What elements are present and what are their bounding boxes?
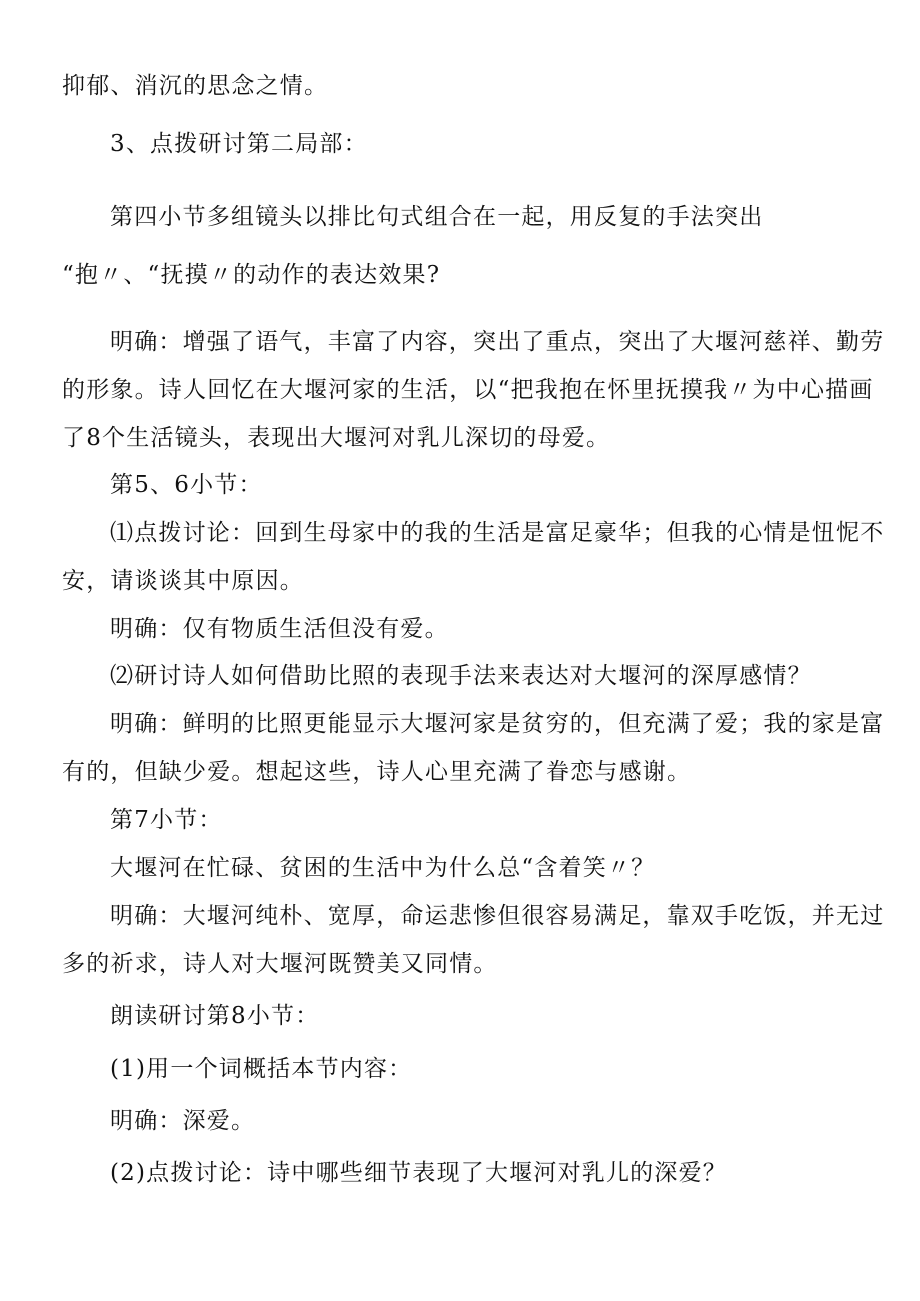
section-heading: 3、点拨研讨第二局部：: [110, 131, 368, 157]
subsection-heading: 第7小节：: [110, 807, 223, 833]
question-line: ⑵研讨诗人如何借助比照的表现手法来表达对大堰河的深厚感情？: [110, 663, 812, 689]
answer-line: 多的祈求，诗人对大堰河既赞美又同情。: [62, 951, 498, 977]
answer-line: 明确：鲜明的比照更能显示大堰河家是贫穷的，但充满了爱；我的家是富: [110, 711, 885, 737]
subsection-heading: 第5、6小节：: [110, 472, 263, 498]
question-line: (2)点拨讨论：诗中哪些细节表现了大堰河对乳儿的深爱？: [110, 1160, 727, 1186]
answer-line: 明确：大堰河纯朴、宽厚，命运悲惨但很容易满足，靠双手吃饭，并无过: [110, 903, 885, 929]
answer-line: 的形象。诗人回忆在大堰河家的生活，以“把我抱在怀里抚摸我〃为中心描画: [62, 377, 874, 403]
question-line: 第四小节多组镜头以排比句式组合在一起，用反复的手法突出: [110, 204, 764, 230]
answer-line: 明确：增强了语气，丰富了内容，突出了重点，突出了大堰河慈祥、勤劳: [110, 329, 885, 355]
question-line: ⑴点拨讨论：回到生母家中的我的生活是富足豪华；但我的心情是忸怩不: [110, 520, 885, 546]
answer-line: 有的，但缺少爱。想起这些，诗人心里充满了眷恋与感谢。: [62, 759, 692, 785]
subsection-heading: 朗读研讨第8小节：: [110, 1003, 320, 1029]
answer-line: 明确：仅有物质生活但没有爱。: [110, 616, 449, 642]
question-line: 大堰河在忙碌、贫困的生活中为什么总“含着笑〃？: [110, 855, 656, 881]
answer-line: 明确：深爱。: [110, 1108, 256, 1134]
answer-line: 了8个生活镜头，表现出大堰河对乳儿深切的母爱。: [62, 425, 611, 451]
question-line: 安，请谈谈其中原因。: [62, 568, 304, 594]
question-line: “抱〃、“抚摸〃的动作的表达效果?: [62, 262, 441, 288]
text-line: 抑郁、消沉的思念之情。: [62, 73, 329, 99]
question-line: (1)用一个词概括本节内容：: [110, 1056, 413, 1082]
